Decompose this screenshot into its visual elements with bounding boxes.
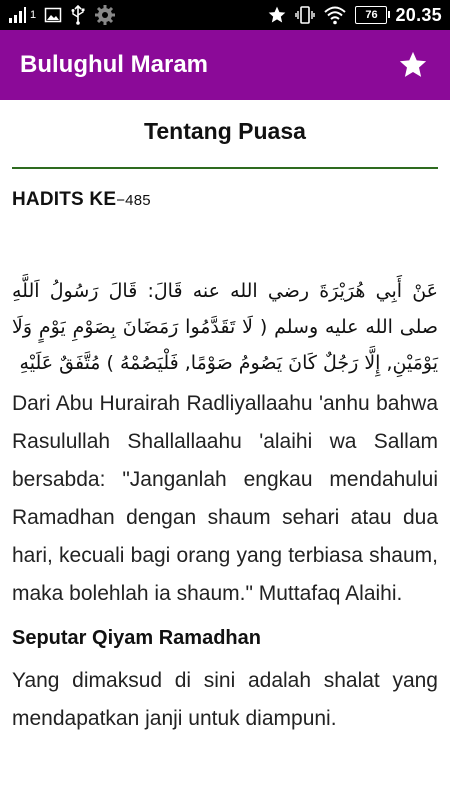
signal-icon (8, 6, 26, 24)
star-icon[interactable] (398, 50, 428, 80)
divider (12, 167, 438, 169)
section-heading: Seputar Qiyam Ramadhan (12, 627, 261, 649)
vibrate-icon (295, 5, 315, 25)
app-title: Bulughul Maram (20, 51, 209, 78)
clock: 20.35 (395, 4, 442, 25)
hadits-heading (12, 189, 438, 211)
translation-text: Dari Abu Hurairah Radliyallaahu 'anhu bahwa Rasulullah Shallallaahu 'alaihi wa Sallam bersabda: "Janganlah engkau mendahului Ramadhan dengan shaum sehari atau dua hari, kecuali bagi orang yang terbiasa shaum, maka bolehlah ia shaum." Muttafaq Alaihi. (12, 392, 438, 605)
settings-icon (94, 4, 116, 26)
sim-number: 1 (30, 9, 37, 21)
section-body: Yang dimaksud di sini adalah shalat yang mendapatkan janji untuk diampuni. (12, 669, 438, 730)
status-bar (0, 0, 450, 30)
content (0, 100, 450, 738)
app-bar (0, 30, 450, 100)
battery-icon (355, 6, 387, 24)
star-icon (267, 5, 287, 25)
usb-icon (70, 5, 86, 25)
hadits-label: HADITS KE (12, 189, 117, 210)
page-title: Tentang Puasa (144, 118, 306, 144)
wifi-icon (323, 5, 347, 25)
battery-level: 76 (365, 9, 378, 21)
status-bar-left (8, 4, 116, 26)
arabic-text: عَنْ أَبِي هُرَيْرَةَ رضي الله عنه قَالَ: قَالَ رَسُولُ اَللَّهِ صلى الله عليه وسلم ( لَا تَقَدَّمُوا رَمَضَانَ بِصَوْمِ يَوْمٍ وَلَا يَوْمَيْنِ, إِلَّا رَجُلٌ كَانَ يَصُومُ صَوْمًا, فَلْيَصُمْهُ ) مُتَّفَقٌ عَلَيْهِ (12, 280, 438, 374)
hadits-number: −485 (116, 192, 151, 209)
image-icon (44, 6, 62, 24)
status-bar-right (267, 5, 442, 26)
